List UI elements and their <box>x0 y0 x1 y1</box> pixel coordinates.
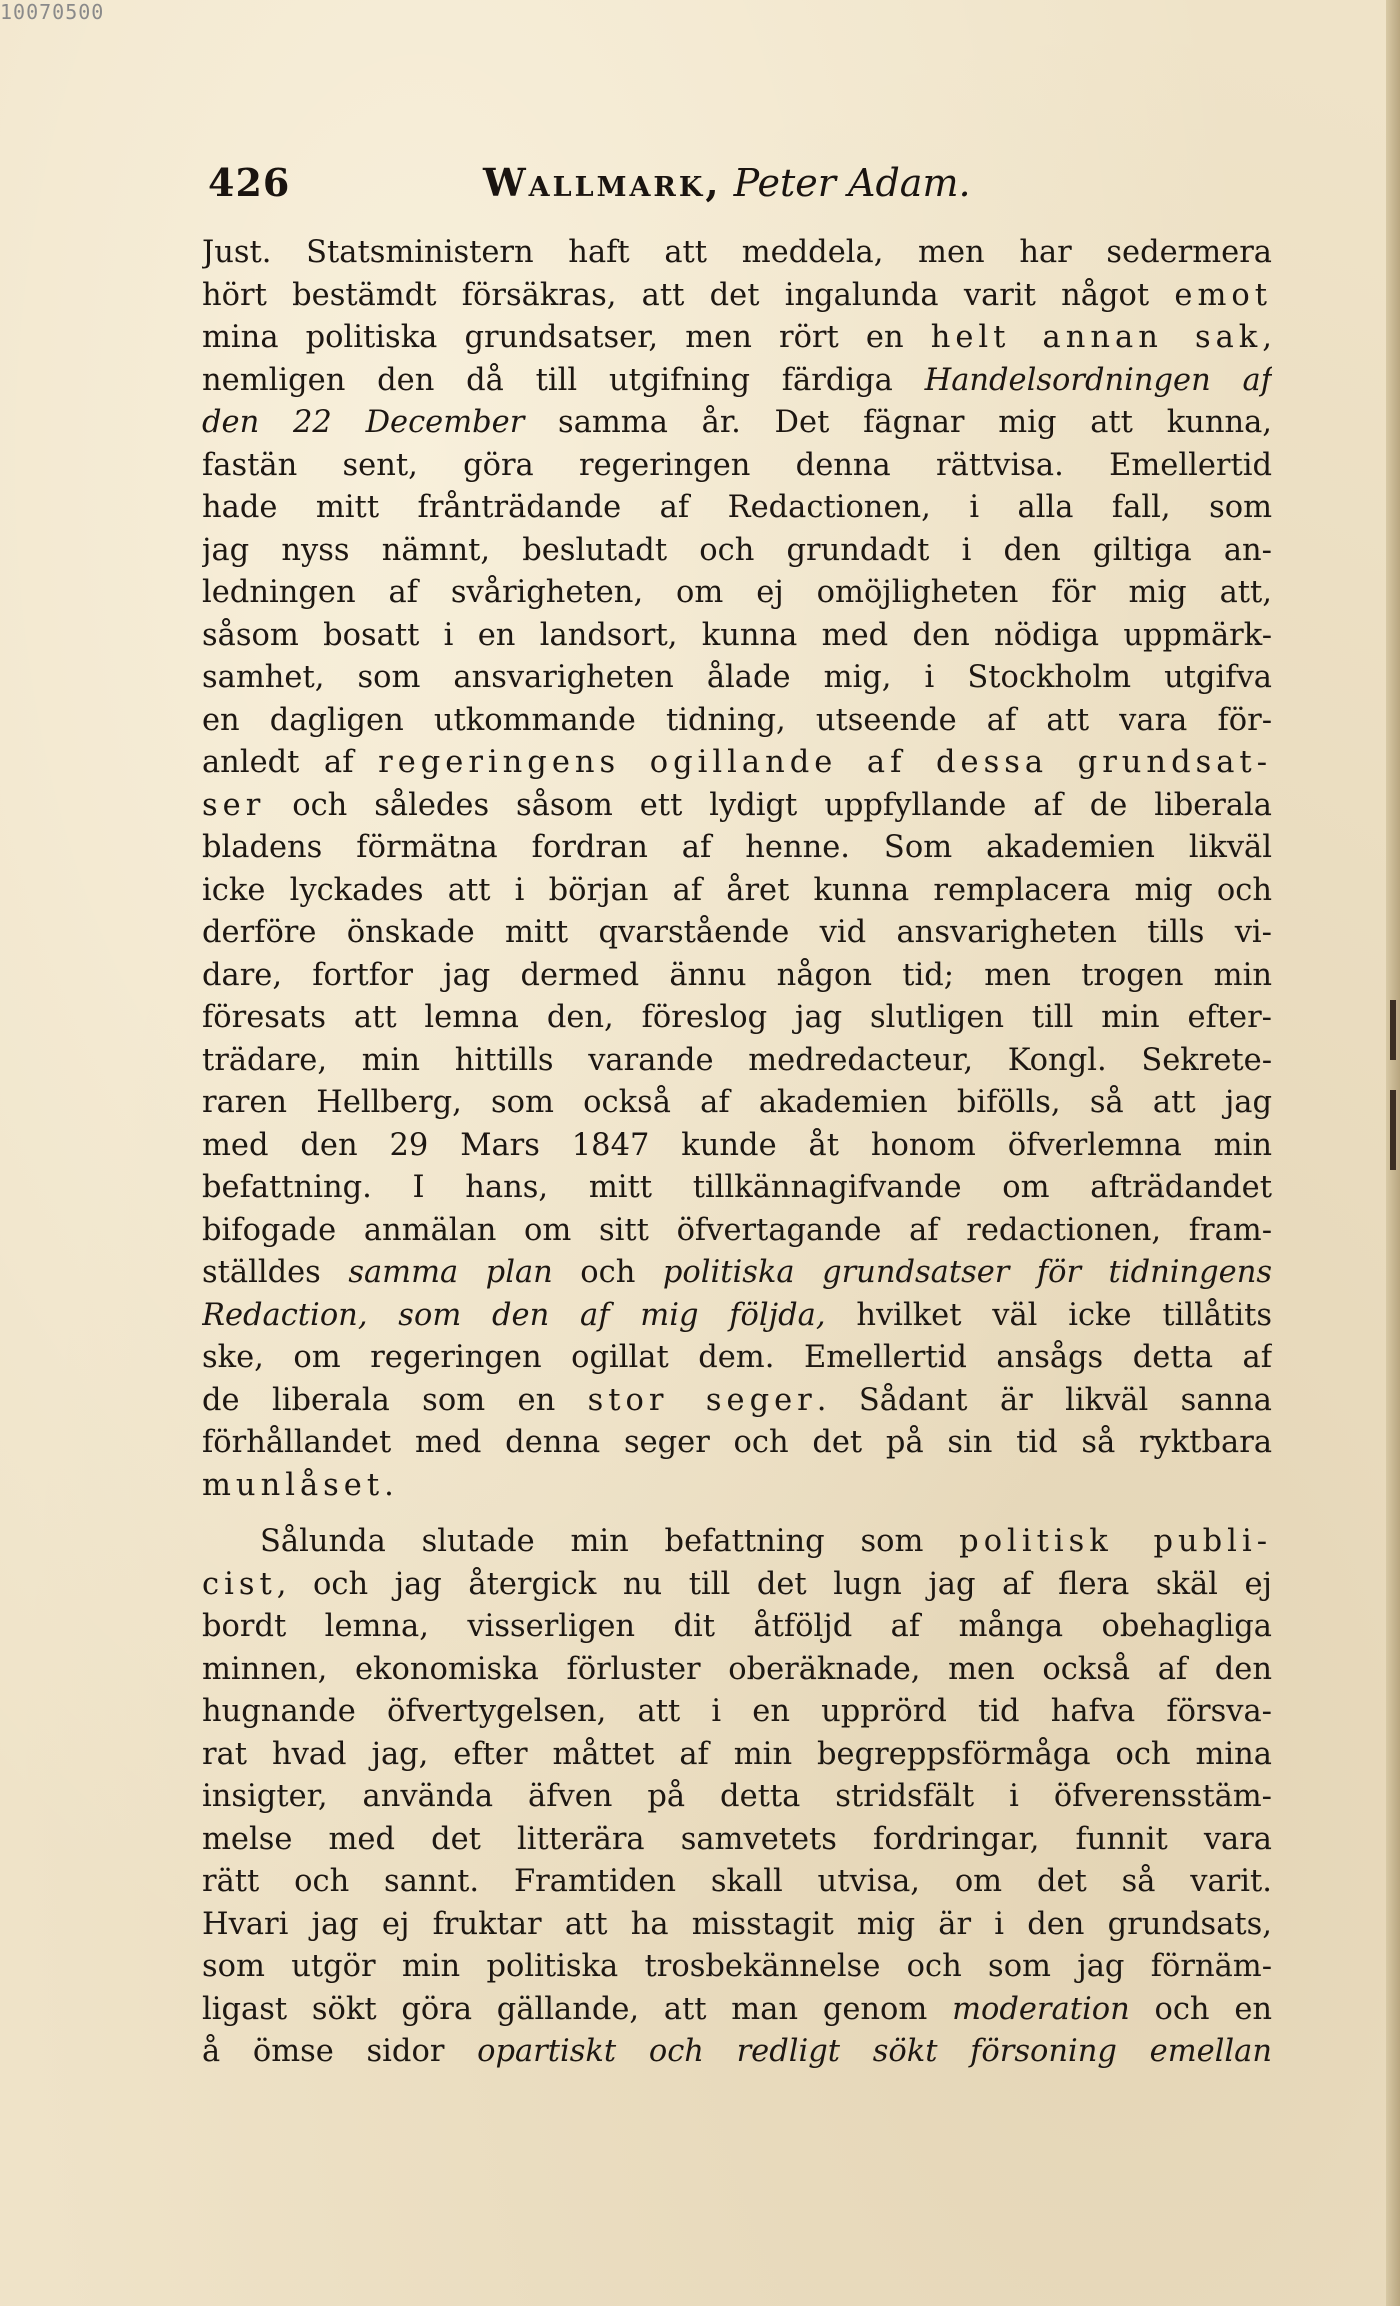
text-line <box>202 1521 1272 1564</box>
text-line <box>202 360 1272 403</box>
text-run: , <box>1262 320 1272 355</box>
text-line <box>202 997 1272 1040</box>
running-head-surname: Wallmark, <box>483 160 722 205</box>
italic-text: politiska grundsatser för tidningens <box>662 1255 1272 1290</box>
text-run: och en <box>1129 1991 1272 2027</box>
italic-text: moderation <box>952 1991 1130 2027</box>
text-line <box>202 1776 1272 1819</box>
text-line <box>202 232 1272 275</box>
text-line <box>202 870 1272 913</box>
text-run: och således såsom ett lydigt uppfyllande af de liberala <box>265 787 1272 823</box>
text-line <box>202 275 1272 318</box>
text-line <box>202 1380 1272 1423</box>
text-run: som utgör min politiska trosbekännelse och som jag förnäm- <box>202 1949 1272 1984</box>
text-run: , och jag återgick nu till det lugn jag af flera skäl ej <box>276 1566 1272 1602</box>
text-line <box>202 657 1272 700</box>
running-header <box>208 160 1278 210</box>
text-run: trädare, min hittills varande medredacteur, Kongl. Sekrete- <box>202 1042 1272 1078</box>
running-head-given-name: Peter Adam. <box>733 161 971 205</box>
text-run: bifogade anmälan om sitt öfvertagande af redactionen, fram- <box>202 1212 1272 1248</box>
text-line <box>202 912 1272 955</box>
text-line <box>202 1082 1272 1125</box>
text-line <box>202 1691 1272 1734</box>
text-line <box>202 402 1272 445</box>
body-text <box>202 232 1272 2074</box>
spaced-text: regeringens ogillande af dessa grundsat- <box>378 745 1272 780</box>
text-run: hade mitt frånträdande af Redactionen, i alla fall, som <box>202 490 1272 525</box>
text-line <box>202 1734 1272 1777</box>
text-run: nemligen den då till utgifning färdiga <box>202 362 925 398</box>
text-line <box>202 615 1272 658</box>
text-line <box>202 572 1272 615</box>
text-line <box>202 1946 1272 1989</box>
text-line <box>202 1904 1272 1947</box>
text-run: ske, om regeringen ogillat dem. Emellertid ansågs detta af <box>202 1340 1272 1375</box>
text-line <box>202 1564 1272 1607</box>
text-run: bordt lemna, visserligen dit åtföljd af många obehagliga <box>202 1609 1272 1644</box>
page-edge <box>1386 0 1400 2306</box>
text-run: såsom bosatt i en landsort, kunna med den nödiga uppmärk- <box>202 617 1272 653</box>
text-line <box>202 1125 1272 1168</box>
running-head-title <box>483 160 971 205</box>
page-number: 426 <box>208 160 291 205</box>
text-line <box>202 785 1272 828</box>
italic-text: den 22 December <box>202 405 525 440</box>
text-line <box>202 1649 1272 1692</box>
text-run: mina politiska grundsatser, men rört en <box>202 320 931 355</box>
text-run: förhållandet med denna seger och det på sin tid så ryktbara <box>202 1425 1272 1460</box>
spaced-text: stor seger <box>587 1382 817 1418</box>
text-run: med den 29 Mars 1847 kunde åt honom öfverlemna min <box>202 1127 1272 1163</box>
text-line <box>202 700 1272 743</box>
text-line <box>202 1989 1272 2032</box>
text-line <box>202 1167 1272 1210</box>
text-run: dare, fortfor jag dermed ännu någon tid; men trogen min <box>202 957 1272 993</box>
spaced-text: ser <box>202 787 266 823</box>
text-run: jag nyss nämnt, beslutadt och grundadt i den giltiga an- <box>202 532 1272 568</box>
edge-mark <box>1390 1000 1396 1060</box>
text-line <box>202 1252 1272 1295</box>
paragraph-break <box>202 1507 1272 1521</box>
text-line <box>202 827 1272 870</box>
text-line <box>202 1210 1272 1253</box>
text-run: en dagligen utkommande tidning, utseende af att vara för- <box>202 702 1272 738</box>
text-run: derföre önskade mitt qvarstående vid ansvarigheten tills vi- <box>202 915 1272 950</box>
text-run: rätt och sannt. Framtiden skall utvisa, om det så varit. <box>202 1864 1272 1899</box>
text-run: samma år. Det fägnar mig att kunna, <box>524 405 1272 440</box>
text-run: melse med det litterära samvetets fordringar, funnit vara <box>202 1821 1272 1857</box>
text-run: ställdes <box>202 1255 349 1290</box>
text-run: ligast sökt göra gällande, att man genom <box>202 1991 953 2027</box>
text-run: icke lyckades att i början af året kunna remplacera mig och <box>202 872 1272 908</box>
text-run: bladens förmätna fordran af henne. Som akademien likväl <box>202 830 1272 865</box>
text-run: hvilket väl icke tillåtits <box>825 1297 1272 1333</box>
text-line <box>202 2031 1272 2074</box>
text-run: Hvari jag ej fruktar att ha misstagit mig är i den grundsats, <box>202 1906 1272 1942</box>
text-run: ledningen af svårigheten, om ej omöjligheten för mig att, <box>202 575 1272 610</box>
text-line <box>202 487 1272 530</box>
text-run: rat hvad jag, efter måttet af min begreppsförmåga och mina <box>202 1736 1272 1772</box>
spaced-text: helt annan sak <box>930 320 1263 355</box>
italic-text: Handelsordningen af <box>924 362 1272 398</box>
italic-text: samma plan <box>348 1255 553 1290</box>
text-run: Sålunda slutade min befattning som <box>260 1524 960 1559</box>
text-line <box>202 1606 1272 1649</box>
italic-text: opartiskt och redligt sökt försoning emellan <box>477 2034 1272 2069</box>
spaced-text: emot <box>1174 277 1272 313</box>
text-run: å ömse sidor <box>202 2034 478 2069</box>
text-run: fastän sent, göra regeringen denna rättvisa. Emellertid <box>202 447 1272 483</box>
text-line <box>202 1337 1272 1380</box>
text-run: minnen, ekonomiska förluster oberäknade, men också af den <box>202 1651 1272 1687</box>
text-run: de liberala som en <box>202 1382 588 1418</box>
scan-id-label: 10070500 <box>0 0 105 24</box>
text-run: hugnande öfvertygelsen, att i en upprörd tid hafva försva- <box>202 1694 1272 1729</box>
text-line <box>202 742 1272 785</box>
text-run: föresats att lemna den, föreslog jag slutligen till min efter- <box>202 1000 1272 1035</box>
text-line <box>202 1861 1272 1904</box>
text-line <box>202 955 1272 998</box>
text-run: och <box>552 1255 663 1290</box>
text-run: . Sådant är likväl sanna <box>816 1382 1272 1418</box>
spaced-text: politisk publi- <box>959 1524 1272 1559</box>
edge-mark <box>1390 1130 1396 1170</box>
text-line <box>202 1422 1272 1465</box>
text-line <box>202 445 1272 488</box>
edge-mark <box>1390 1090 1396 1135</box>
spaced-text: munlåset <box>202 1467 385 1503</box>
text-run: raren Hellberg, som också af akademien bifölls, så att jag <box>202 1085 1272 1120</box>
text-run: anledt af <box>202 745 379 780</box>
text-line <box>202 530 1272 573</box>
text-line <box>202 1040 1272 1083</box>
text-run: insigter, använda äfven på detta stridsfält i öfverensstäm- <box>202 1779 1272 1814</box>
text-run: samhet, som ansvarigheten ålade mig, i Stockholm utgifva <box>202 660 1272 695</box>
spaced-text: cist <box>202 1566 277 1602</box>
italic-text: Redaction, som den af mig följda, <box>202 1297 826 1333</box>
text-line <box>202 1819 1272 1862</box>
text-run: Just. Statsministern haft att meddela, men har sedermera <box>202 235 1272 270</box>
text-line <box>202 1465 1272 1508</box>
text-run: hört bestämdt försäkras, att det ingalunda varit något <box>202 277 1175 313</box>
text-run: . <box>384 1467 394 1503</box>
text-run: befattning. I hans, mitt tillkännagifvande om afträdandet <box>202 1170 1272 1205</box>
text-line <box>202 317 1272 360</box>
text-line <box>202 1295 1272 1338</box>
